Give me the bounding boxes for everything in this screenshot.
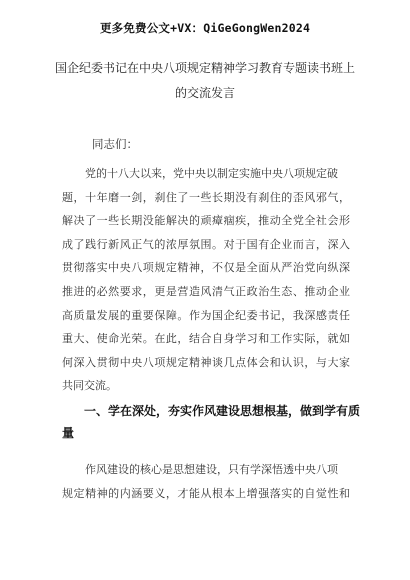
title-line: 国企纪委书记在中央八项规定精神学习教育专题读书班上	[54, 61, 355, 75]
paragraph-line: 贯彻落实中央八项规定精神，不仅是全面从严治党向纵深	[62, 261, 350, 275]
heading-line: 量	[62, 426, 75, 440]
document-title	[40, 56, 370, 106]
paragraph-line: 推进的必然要求，更是营造风清气正政治生态、推动企业	[62, 284, 350, 298]
title-line: 的交流发言	[174, 86, 235, 100]
paragraph-intro	[62, 162, 350, 398]
paragraph-line: 重大、使命光荣。在此，结合自身学习和工作实际，就如	[62, 332, 350, 346]
paragraph-line: 共同交流。	[62, 379, 117, 393]
paragraph-section1	[62, 458, 350, 505]
heading-line: 一、学在深处，夯实作风建设思想根基，做到学有质	[84, 404, 361, 418]
greeting: 同志们：	[92, 137, 138, 151]
paragraph-line: 作风建设的核心是思想建设，只有学深悟透中央八项	[85, 463, 338, 476]
promo-header: 更多免费公文+VX：QiGeGongWen2024	[99, 21, 311, 35]
paragraph-line: 题，十年磨一剑，刹住了一些长期没有刹住的歪风邪气，	[62, 190, 350, 204]
section-heading	[62, 400, 361, 444]
paragraph-line: 何深入贯彻中央八项规定精神谈几点体会和认识，与大家	[62, 355, 350, 369]
paragraph-line: 高质量发展的重要保障。作为国企纪委书记，我深感责任	[62, 308, 350, 322]
paragraph-line: 党的十八大以来，党中央以制定实施中央八项规定破	[85, 167, 338, 180]
paragraph-line: 解决了一些长期没能解决的顽瘴痼疾，推动全党全社会形	[62, 214, 350, 228]
paragraph-line: 规定精神的内涵要义，才能从根本上增强落实的自觉性和	[62, 486, 350, 500]
paragraph-line: 成了践行新风正气的浓厚氛围。对于国有企业而言，深入	[62, 237, 350, 251]
